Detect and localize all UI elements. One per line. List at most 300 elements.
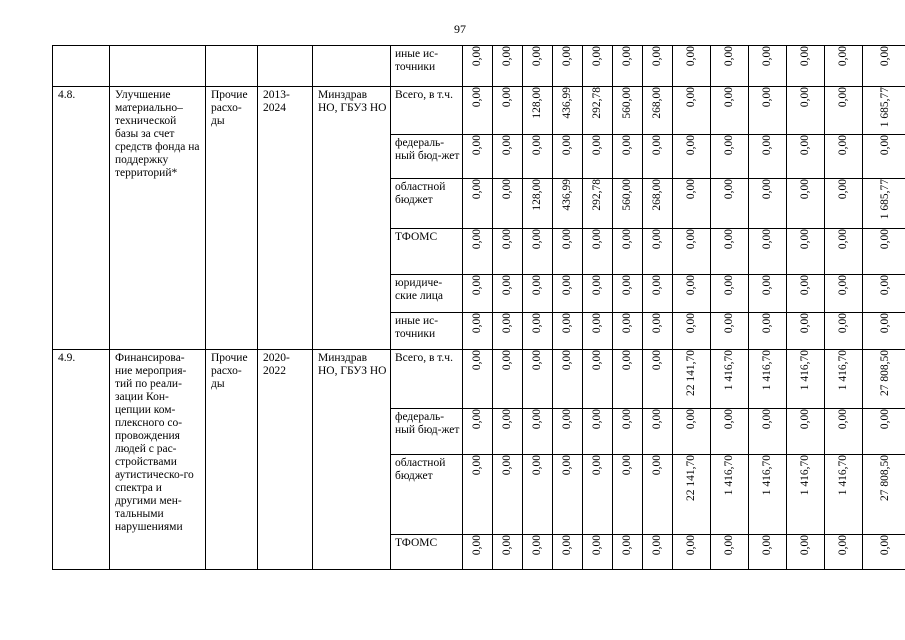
value-cell [749,409,787,455]
value-text: 0,00 [761,87,773,108]
value-text: 0,00 [471,46,483,67]
funding-source [391,275,463,313]
value-cell [523,229,553,275]
expense-type-text: Прочие расхо-ды [211,89,248,127]
value-text: 0,00 [723,46,735,67]
period [258,350,313,570]
value-cell [523,275,553,313]
value-cell [787,409,825,455]
value-text: 22 141,70 [685,350,697,396]
value-cell [825,535,863,570]
value-text: 0,00 [723,275,735,296]
value-cell [825,46,863,87]
value-text: 0,00 [501,275,513,296]
value-text: 0,00 [723,409,735,430]
value-text: 0,00 [837,229,849,250]
value-text: 0,00 [621,535,633,556]
value-cell [825,313,863,350]
funding-source [391,455,463,535]
value-text: 0,00 [531,455,543,476]
value-text: 0,00 [531,409,543,430]
value-cell [711,179,749,229]
value-text: 0,00 [837,179,849,200]
value-cell [463,46,493,87]
period [258,87,313,350]
value-cell [787,313,825,350]
value-cell [523,179,553,229]
value-cell [749,179,787,229]
value-cell [613,179,643,229]
empty-cell [110,46,206,87]
value-cell [643,229,673,275]
value-text: 0,00 [837,135,849,156]
value-text: 560,00 [621,179,633,211]
value-text: 0,00 [501,535,513,556]
value-text: 560,00 [621,87,633,119]
value-text: 0,00 [685,179,697,200]
value-cell [553,135,583,179]
value-cell [749,313,787,350]
value-cell [673,46,711,87]
value-cell [523,535,553,570]
value-cell [863,46,905,87]
value-cell [749,455,787,535]
value-text: 0,00 [837,409,849,430]
value-cell [463,229,493,275]
value-cell [711,275,749,313]
value-cell [583,350,613,409]
value-text: 0,00 [685,535,697,556]
value-text: 0,00 [879,46,891,67]
value-text: 292,78 [591,87,603,119]
value-cell [749,46,787,87]
value-cell [553,313,583,350]
table-row [53,87,905,135]
value-text: 0,00 [591,229,603,250]
value-text: 0,00 [723,179,735,200]
value-cell [863,275,905,313]
value-text: 0,00 [471,409,483,430]
value-cell [673,229,711,275]
value-cell [643,179,673,229]
value-text: 0,00 [621,46,633,67]
value-cell [553,229,583,275]
value-cell [493,350,523,409]
executor-text: Минздрав НО, ГБУЗ НО [318,89,387,114]
value-text: 1 416,70 [837,350,849,391]
value-cell [553,409,583,455]
value-text: 0,00 [591,455,603,476]
value-cell [673,135,711,179]
value-text: 0,00 [837,535,849,556]
value-cell [711,535,749,570]
value-text: 0,00 [723,87,735,108]
value-text: 27 808,50 [879,350,891,396]
expense-type-text: Прочие расхо-ды [211,352,248,390]
value-text: 0,00 [685,46,697,67]
value-cell [463,409,493,455]
value-cell [523,455,553,535]
value-text: 0,00 [561,350,573,371]
funding-source [391,535,463,570]
value-text: 0,00 [651,455,663,476]
expense-type [206,350,258,570]
value-text: 0,00 [501,409,513,430]
value-text: 0,00 [591,46,603,67]
value-text: 0,00 [837,275,849,296]
value-cell [463,313,493,350]
measure-number-text: 4.9. [58,352,76,364]
value-cell [553,46,583,87]
value-text: 0,00 [651,135,663,156]
value-cell [493,135,523,179]
page-number: 97 [454,22,466,36]
value-cell [863,135,905,179]
value-text: 0,00 [685,229,697,250]
value-text: 0,00 [531,46,543,67]
value-text: 0,00 [837,313,849,334]
value-cell [643,135,673,179]
value-cell [463,87,493,135]
value-cell [613,229,643,275]
table-body [53,46,905,570]
measure-number [53,350,110,570]
value-text: 0,00 [723,313,735,334]
value-text: 1 685,77 [879,179,891,220]
value-text: 0,00 [501,46,513,67]
budget-table [52,45,905,570]
value-text: 0,00 [561,275,573,296]
value-text: 0,00 [799,313,811,334]
value-cell [523,46,553,87]
value-text: 0,00 [501,350,513,371]
executor [313,87,391,350]
table-row [53,350,905,409]
value-text: 0,00 [879,229,891,250]
value-cell [553,179,583,229]
funding-source [391,46,463,87]
value-text: 0,00 [471,135,483,156]
value-text: 0,00 [591,135,603,156]
value-cell [613,350,643,409]
value-cell [553,535,583,570]
value-cell [825,87,863,135]
value-cell [583,229,613,275]
value-text: 0,00 [471,535,483,556]
funding-source-label: федераль-ный бюд-жет [395,137,460,162]
value-cell [523,135,553,179]
value-cell [463,535,493,570]
empty-cell [313,46,391,87]
funding-source-label: иные ис-точники [395,315,439,340]
value-text: 0,00 [561,229,573,250]
table-row [53,46,905,87]
executor-text: Минздрав НО, ГБУЗ НО [318,352,387,377]
value-text: 0,00 [879,275,891,296]
value-cell [493,535,523,570]
value-cell [643,87,673,135]
value-cell [553,275,583,313]
value-text: 0,00 [501,87,513,108]
funding-source [391,313,463,350]
value-cell [863,87,905,135]
measure-number [53,87,110,350]
value-cell [711,229,749,275]
value-text: 0,00 [685,409,697,430]
value-text: 0,00 [531,135,543,156]
value-cell [673,409,711,455]
value-text: 0,00 [651,350,663,371]
value-text: 0,00 [761,46,773,67]
value-cell [825,135,863,179]
value-cell [643,313,673,350]
value-cell [643,350,673,409]
funding-source-label: ТФОМС [395,537,438,549]
period-text: 2020-2022 [263,352,290,377]
funding-source [391,350,463,409]
value-text: 268,00 [651,179,663,211]
value-cell [583,135,613,179]
value-cell [711,455,749,535]
value-cell [493,87,523,135]
value-text: 0,00 [723,535,735,556]
value-text: 0,00 [591,409,603,430]
value-text: 0,00 [561,46,573,67]
funding-source [391,87,463,135]
value-cell [463,275,493,313]
value-cell [613,46,643,87]
value-cell [493,313,523,350]
value-cell [749,87,787,135]
value-text: 0,00 [471,179,483,200]
value-text: 0,00 [837,87,849,108]
value-text: 268,00 [651,87,663,119]
value-text: 0,00 [621,313,633,334]
value-cell [711,135,749,179]
value-cell [583,179,613,229]
value-cell [583,275,613,313]
value-cell [863,455,905,535]
funding-source [391,229,463,275]
value-cell [493,179,523,229]
value-text: 0,00 [471,455,483,476]
value-cell [825,275,863,313]
value-text: 1 416,70 [723,350,735,391]
value-cell [553,87,583,135]
value-cell [673,179,711,229]
value-cell [673,275,711,313]
value-text: 0,00 [501,179,513,200]
value-cell [787,179,825,229]
value-text: 0,00 [723,135,735,156]
value-cell [463,135,493,179]
measure-name-text: Улучшение материально–технической базы за счет средств фонда на поддержку территорий* [115,89,200,179]
value-text: 0,00 [761,275,773,296]
value-cell [463,455,493,535]
value-text: 0,00 [621,229,633,250]
value-text: 0,00 [561,535,573,556]
value-cell [673,87,711,135]
value-text: 0,00 [471,87,483,108]
empty-cell [53,46,110,87]
value-cell [643,409,673,455]
value-cell [711,46,749,87]
funding-source-label: областной бюджет [395,457,446,482]
value-text: 0,00 [799,135,811,156]
value-cell [613,87,643,135]
empty-cell [206,46,258,87]
value-cell [787,455,825,535]
value-text: 0,00 [685,135,697,156]
value-cell [863,409,905,455]
empty-cell [258,46,313,87]
funding-source [391,135,463,179]
funding-source [391,409,463,455]
value-text: 0,00 [879,313,891,334]
value-text: 0,00 [799,179,811,200]
measure-name-text: Финансирова-ние мероприя-тий по реали-зации Кон-цепции ком-плексного со-провождения людей с рас-стройствами аутистическо-го спектра и другими мен-тальными нарушениями [115,352,194,533]
value-text: 0,00 [799,535,811,556]
value-cell [825,350,863,409]
value-text: 0,00 [837,46,849,67]
value-text: 0,00 [621,455,633,476]
value-text: 1 416,70 [723,455,735,496]
value-text: 0,00 [501,313,513,334]
value-text: 0,00 [531,350,543,371]
value-text: 0,00 [531,313,543,334]
value-cell [583,455,613,535]
value-cell [493,409,523,455]
value-cell [613,535,643,570]
value-text: 0,00 [471,350,483,371]
value-text: 436,99 [561,87,573,119]
value-cell [583,46,613,87]
value-text: 0,00 [651,275,663,296]
value-text: 1 416,70 [799,350,811,391]
value-cell [787,229,825,275]
funding-source [391,179,463,229]
value-text: 0,00 [651,313,663,334]
value-cell [463,179,493,229]
value-text: 0,00 [879,409,891,430]
value-text: 0,00 [471,313,483,334]
value-cell [711,350,749,409]
value-cell [523,350,553,409]
funding-source-label: ТФОМС [395,231,438,243]
value-cell [523,313,553,350]
value-text: 1 416,70 [761,455,773,496]
value-cell [787,275,825,313]
value-cell [863,313,905,350]
value-text: 0,00 [799,229,811,250]
value-cell [749,229,787,275]
measure-number-text: 4.8. [58,89,76,101]
value-cell [863,350,905,409]
value-text: 0,00 [651,535,663,556]
value-cell [613,455,643,535]
value-cell [863,179,905,229]
value-cell [787,87,825,135]
value-text: 1 416,70 [761,350,773,391]
value-text: 1 416,70 [837,455,849,496]
value-cell [825,229,863,275]
value-cell [711,313,749,350]
value-text: 0,00 [651,46,663,67]
value-cell [613,135,643,179]
value-text: 0,00 [685,313,697,334]
funding-source-label: областной бюджет [395,181,446,206]
value-text: 0,00 [471,275,483,296]
value-cell [493,229,523,275]
funding-source-label: Всего, в т.ч. [395,89,453,101]
value-text: 0,00 [799,409,811,430]
value-cell [749,350,787,409]
value-cell [825,409,863,455]
value-text: 0,00 [761,135,773,156]
value-cell [825,179,863,229]
funding-source-label: федераль-ный бюд-жет [395,411,460,436]
value-cell [583,535,613,570]
value-text: 0,00 [561,135,573,156]
value-text: 0,00 [761,313,773,334]
funding-source-label: юридиче-ские лица [395,277,443,302]
value-text: 0,00 [561,409,573,430]
value-text: 0,00 [799,87,811,108]
measure-name [110,87,206,350]
value-cell [711,409,749,455]
period-text: 2013-2024 [263,89,290,114]
value-text: 0,00 [621,275,633,296]
value-text: 128,00 [531,179,543,211]
value-text: 0,00 [501,229,513,250]
value-text: 0,00 [879,135,891,156]
value-text: 292,78 [591,179,603,211]
value-cell [643,46,673,87]
value-text: 0,00 [685,275,697,296]
value-cell [493,46,523,87]
value-text: 0,00 [879,535,891,556]
expense-type [206,87,258,350]
value-cell [787,135,825,179]
value-text: 0,00 [591,313,603,334]
value-cell [553,455,583,535]
value-cell [673,535,711,570]
value-text: 27 808,50 [879,455,891,501]
executor [313,350,391,570]
value-text: 0,00 [761,229,773,250]
value-cell [643,455,673,535]
value-text: 0,00 [561,455,573,476]
value-text: 0,00 [685,87,697,108]
value-text: 0,00 [621,135,633,156]
value-cell [863,229,905,275]
value-text: 0,00 [591,535,603,556]
value-cell [523,409,553,455]
value-text: 0,00 [501,135,513,156]
measure-name [110,350,206,570]
value-text: 0,00 [723,229,735,250]
value-cell [463,350,493,409]
value-cell [673,313,711,350]
value-cell [583,87,613,135]
value-cell [493,455,523,535]
value-cell [613,313,643,350]
value-text: 0,00 [651,229,663,250]
funding-source-label: Всего, в т.ч. [395,352,453,364]
value-text: 0,00 [561,313,573,334]
value-cell [583,313,613,350]
value-cell [643,535,673,570]
